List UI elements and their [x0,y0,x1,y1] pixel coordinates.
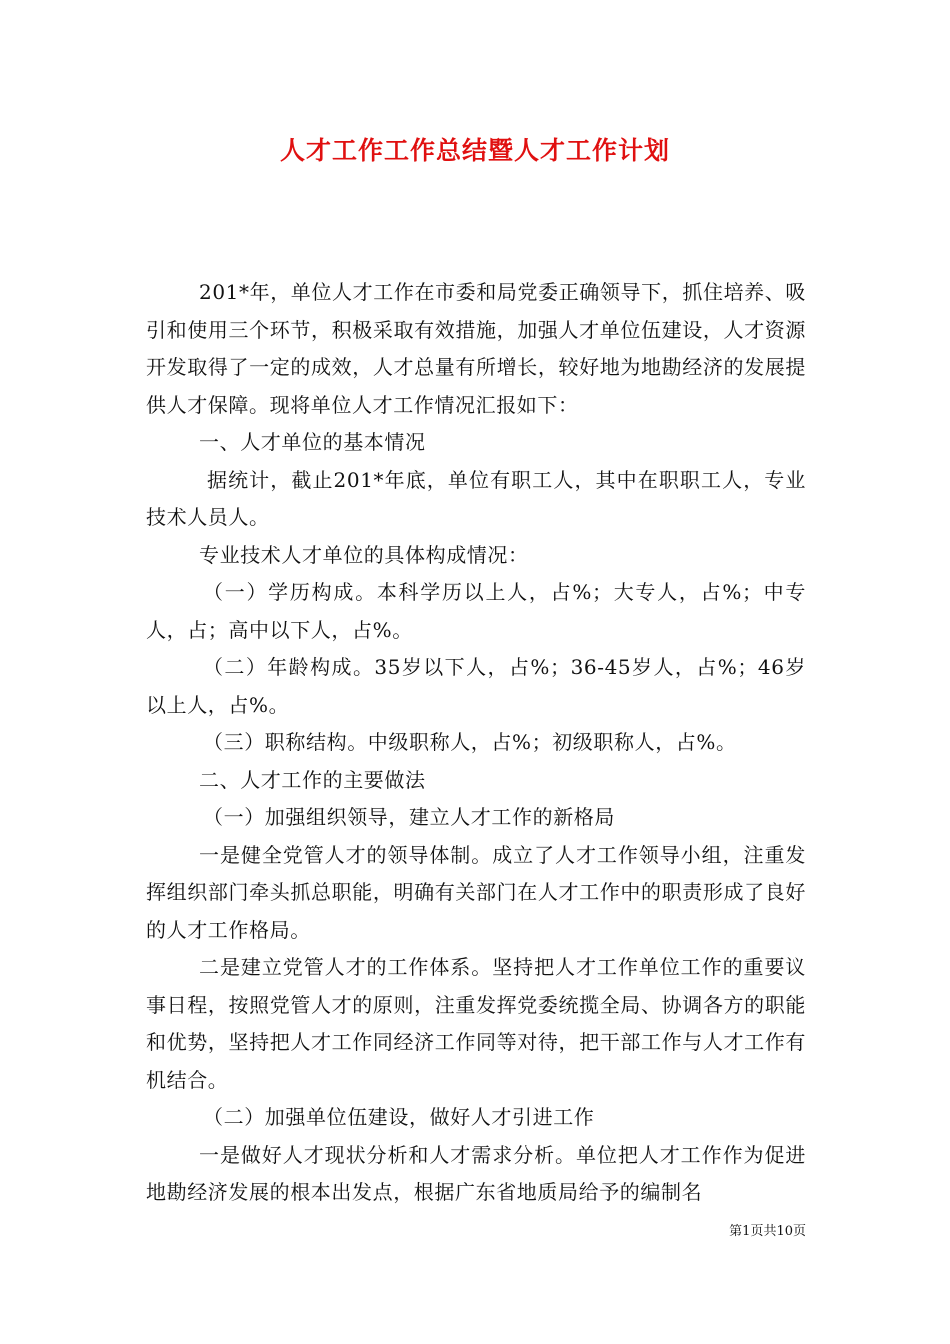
paragraph-work-system: 二是建立党管人才的工作体系。坚持把人才工作单位工作的重要议事日程，按照党管人才的原则，注重发挥党委统揽全局、协调各方的职能和优势，坚持把人才工作同经济工作同等对待，把干部工作与人才工作有机结合。 [146,955,806,1092]
subheading-organization: （一）加强组织领导，建立人才工作的新格局 [203,805,615,829]
paragraph-title-structure: （三）职称结构。中级职称人，占%；初级职称人，占%。 [203,730,737,754]
page-indicator: 第1页共10页 [729,1224,806,1239]
paragraph-intro: 201*年，单位人才工作在市委和局党委正确领导下，抓住培养、吸引和使用三个环节，积极采取有效措施，加强人才单位伍建设，人才资源开发取得了一定的成效，人才总量有所增长，较好地为地勘经济的发展提供人才保障。现将单位人才工作情况汇报如下： [146,280,806,417]
paragraph-composition-intro: 专业技术人才单位的具体构成情况： [199,542,529,567]
document-title: 人才工作工作总结暨人才工作计划 [279,136,670,165]
subheading-team-building: （二）加强单位伍建设，做好人才引进工作 [203,1105,595,1129]
paragraph-education: （一）学历构成。本科学历以上人，占%；大专人，占%；中专人，占；高中以下人，占%。 [146,580,806,642]
document-body [146,274,806,1212]
paragraph-leadership: 一是健全党管人才的领导体制。成立了人才工作领导小组，注重发挥组织部门牵头抓总职能，明确有关部门在人才工作中的职责形成了良好的人才工作格局。 [146,842,806,942]
paragraph-statistics: 据统计，截止201*年底，单位有职工人，其中在职职工人，专业技术人员人。 [146,467,806,529]
heading-section-1: 一、人才单位的基本情况 [199,430,426,454]
paragraph-talent-analysis: 一是做好人才现状分析和人才需求分析。单位把人才工作作为促进地勘经济发展的根本出发点，根据广东省地质局给予的编制名 [146,1142,806,1204]
heading-section-2: 二、人才工作的主要做法 [199,767,426,792]
paragraph-age: （二）年龄构成。35岁以下人，占%；36-45岁人，占%；46岁以上人，占%。 [146,655,806,717]
